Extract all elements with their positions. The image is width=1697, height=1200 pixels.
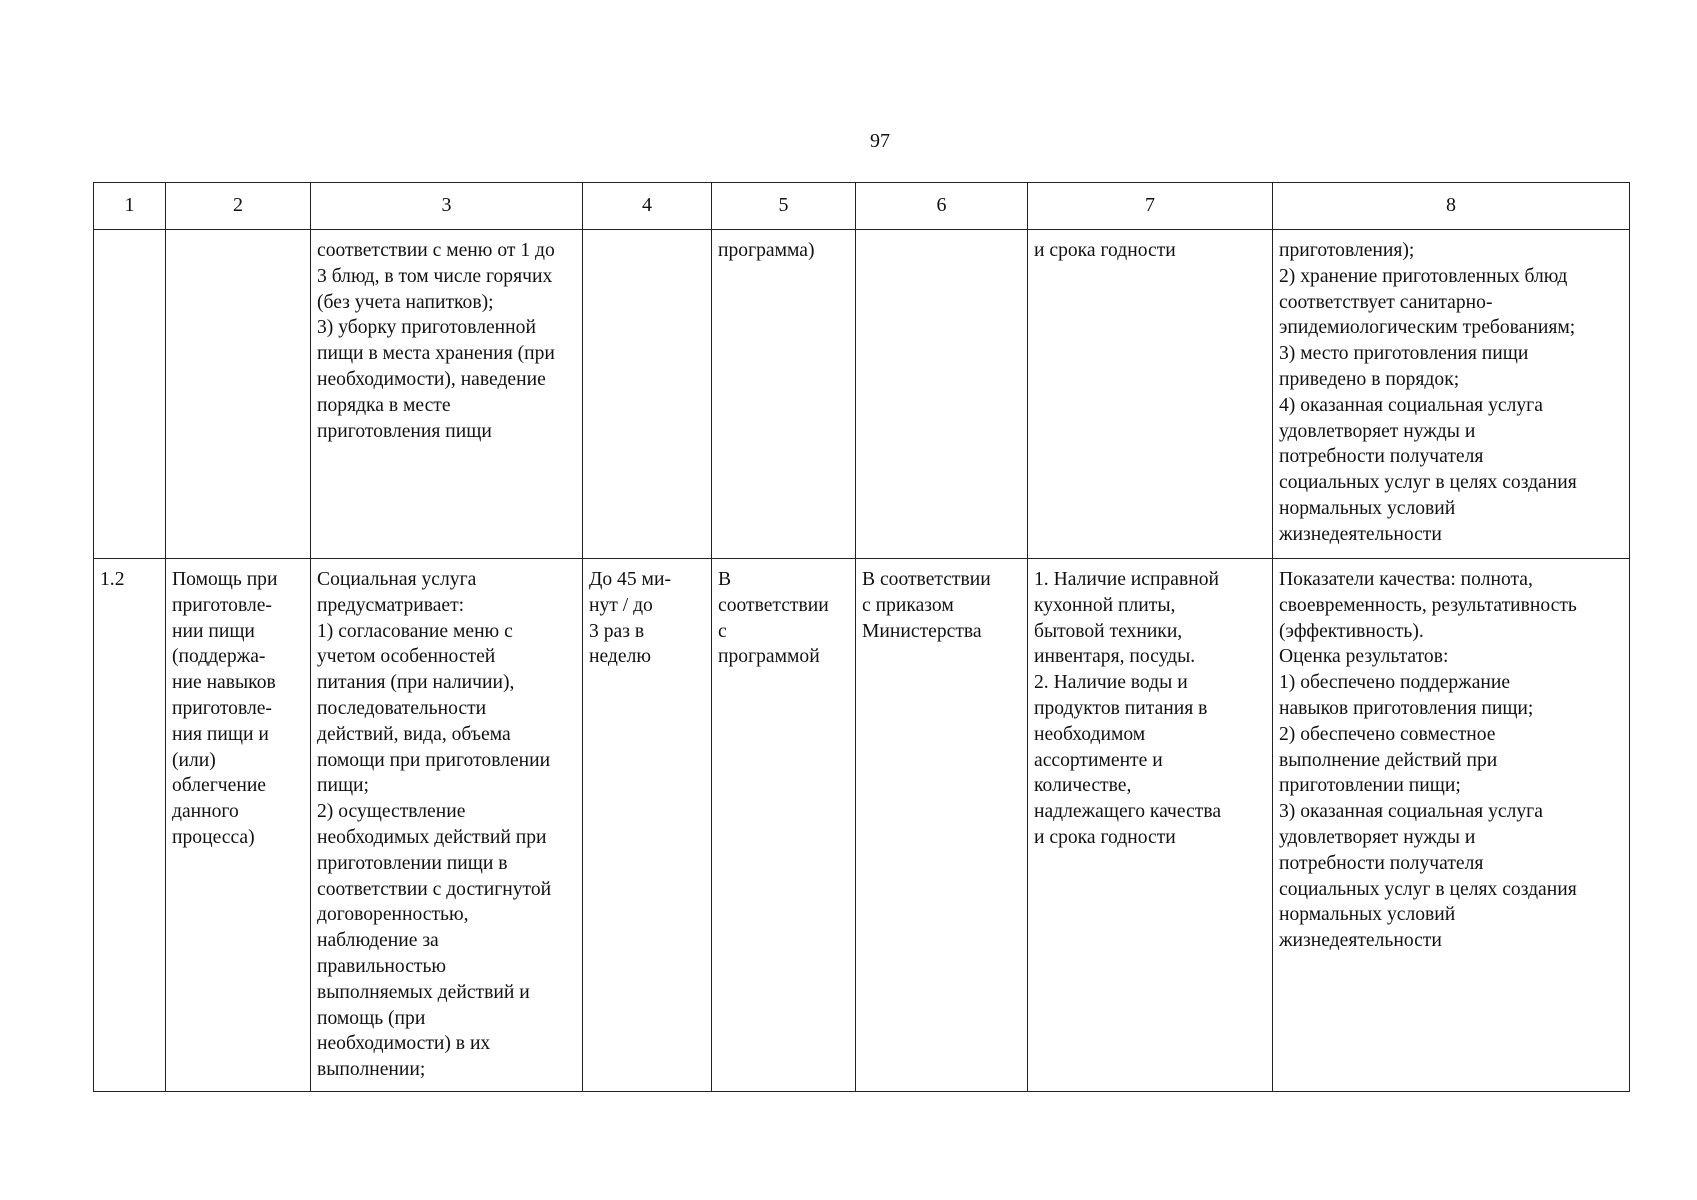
column-header: 4 [583,183,712,230]
table-cell: В соответствии с приказом Министерства [856,559,1028,1092]
column-header: 1 [94,183,166,230]
table-cell: программа) [712,230,856,559]
page-number: 97 [870,130,890,152]
column-header: 2 [166,183,311,230]
table-cell [94,230,166,559]
services-table [93,182,1630,1092]
table-cell: и срока годности [1028,230,1273,559]
table-row [94,230,1630,559]
column-header: 5 [712,183,856,230]
table-cell [583,230,712,559]
table-cell: Помощь при приготовле- нии пищи (поддержа- ние навыков приготовле- ния пищи и (или) облегчение данного процесса) [166,559,311,1092]
table-cell: До 45 ми- нут / до 3 раз в неделю [583,559,712,1092]
column-header: 8 [1273,183,1630,230]
table-cell: Социальная услуга предусматривает: 1) согласование меню с учетом особенностей питания (при наличии), последовательности действий, вида, объема помощи при приготовлении пищи; 2) осуществление необходимых действий при приготовлении пищи в соответствии с достигнутой договоренностью, наблюдение за правильностью выполняемых действий и помощь (при необходимости) в их выполнении; [311,559,583,1092]
table-cell: 1. Наличие исправной кухонной плиты, бытовой техники, инвентаря, посуды. 2. Наличие воды и продуктов питания в необходимом ассортименте и количестве, надлежащего качества и срока годности [1028,559,1273,1092]
column-header: 6 [856,183,1028,230]
table-cell: В соответствии с программой [712,559,856,1092]
column-header: 3 [311,183,583,230]
table-cell [166,230,311,559]
table-cell: Показатели качества: полнота, своевременность, результативность (эффективность). Оценка результатов: 1) обеспечено поддержание навыков приготовления пищи; 2) обеспечено совместное выполнение действий при приготовлении пищи; 3) оказанная социальная услуга удовлетворяет нужды и потребности получателя социальных услуг в целях создания нормальных условий жизнедеятельности [1273,559,1630,1092]
table-cell: приготовления); 2) хранение приготовленных блюд соответствует санитарно- эпидемиологическим требованиям; 3) место приготовления пищи приведено в порядок; 4) оказанная социальная услуга удовлетворяет нужды и потребности получателя социальных услуг в целях создания нормальных условий жизнедеятельности [1273,230,1630,559]
table-cell [856,230,1028,559]
table-cell: 1.2 [94,559,166,1092]
table-row [94,559,1630,1092]
column-header: 7 [1028,183,1273,230]
header-row [94,183,1630,230]
table-cell: соответствии с меню от 1 до 3 блюд, в том числе горячих (без учета напитков); 3) уборку приготовленной пищи в места хранения (при необходимости), наведение порядка в месте приготовления пищи [311,230,583,559]
